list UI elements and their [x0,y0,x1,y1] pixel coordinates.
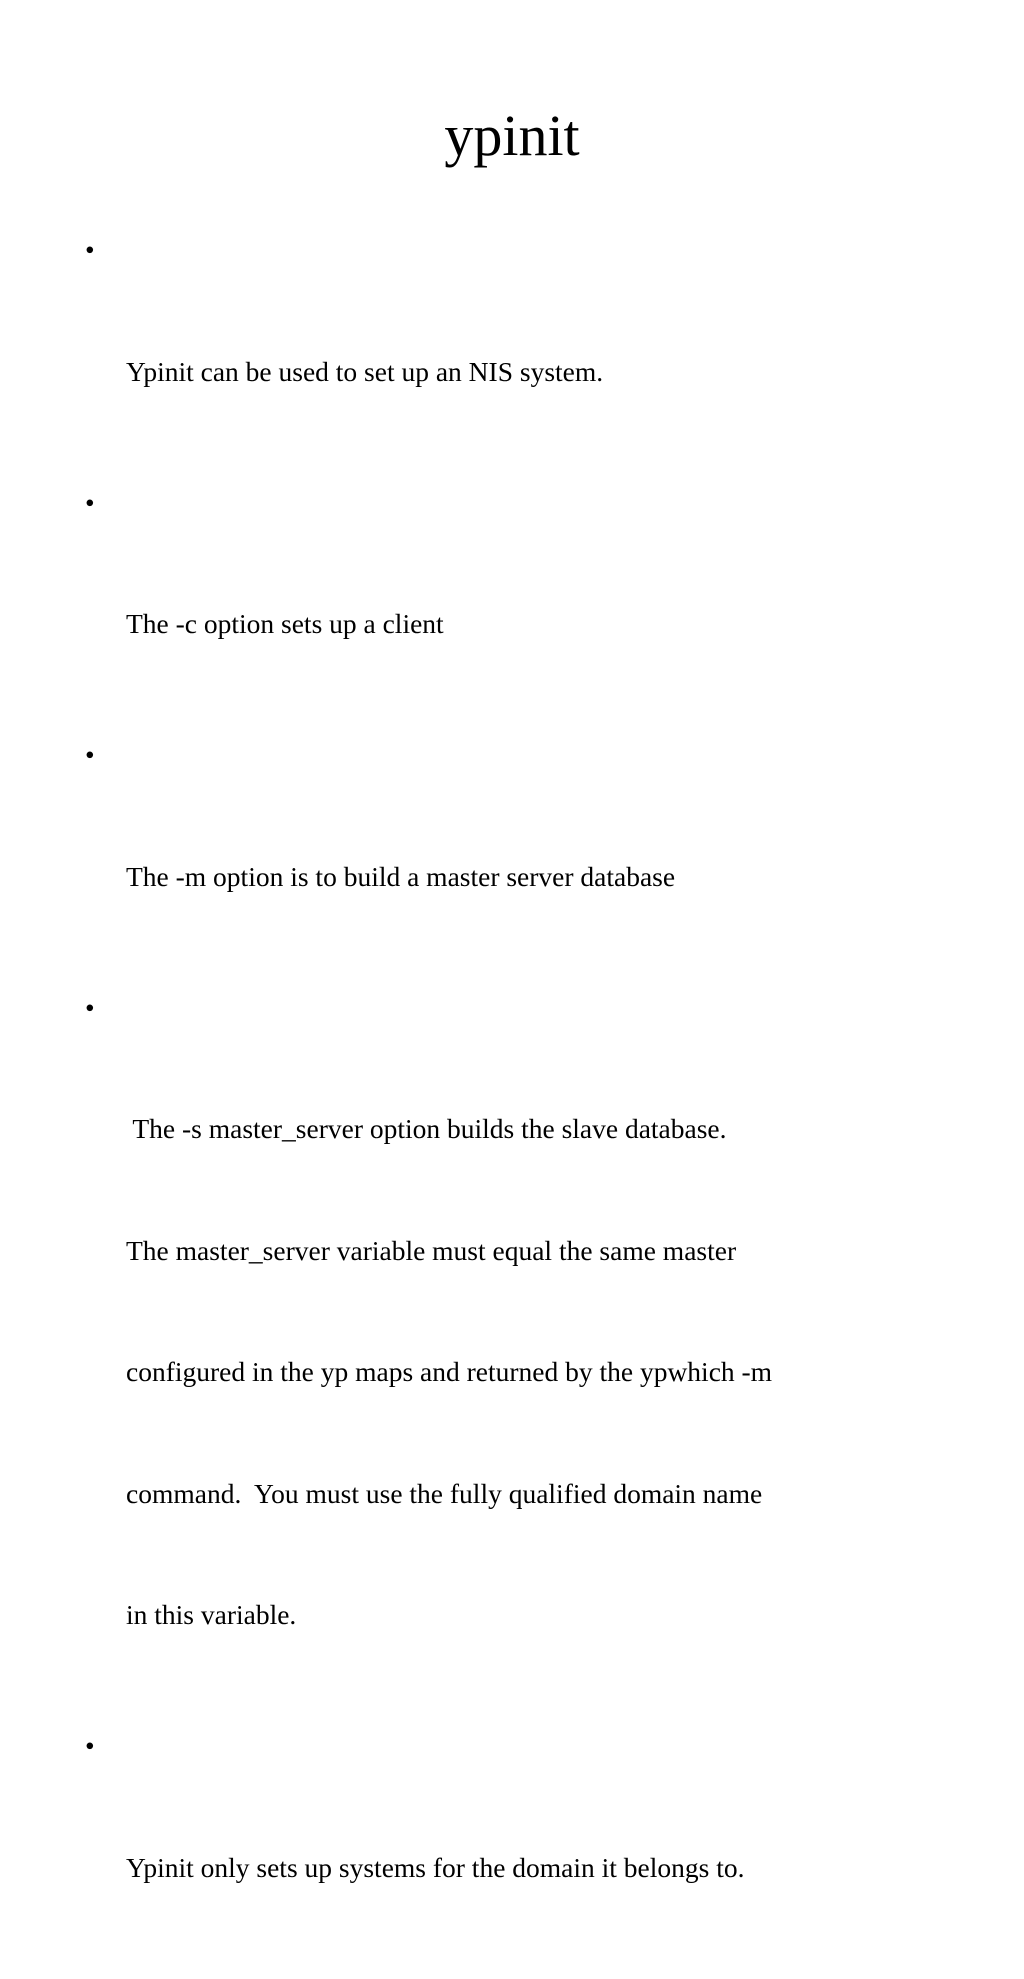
bullet-text-line: The master_server variable must equal the same master [126,1234,737,1266]
bullet-text-line: configured in the yp maps and returned by the ypwhich -m [126,1356,773,1387]
bullet-marker: • [85,486,95,518]
bullet-marker: • [85,991,95,1023]
bullet-text-line: in this variable. [126,1599,297,1630]
bullet-item [85,988,945,1717]
bullet-text-line: Ypinit only sets up systems for the domain it belongs to. [126,1851,745,1883]
bullet-item [85,230,945,473]
bullet-text-line: command. You must use the fully qualified domain name [126,1477,763,1509]
bullet-marker: • [85,1730,95,1761]
bullet-text-line: Ypinit can be used to set up an NIS system. [126,355,604,387]
bullet-text-line: The -s master_server option builds the slave database. [126,1113,727,1144]
bullet-item [85,735,945,978]
bullet-marker: • [85,739,95,770]
bullet-text-line: The -m option is to build a master server database [126,860,676,892]
bullet-list [85,230,945,1979]
bullet-item [85,1726,945,1969]
slide-title: ypinit [444,103,580,168]
bullet-marker: • [85,234,95,265]
bullet-item [85,483,945,726]
bullet-text-line: The -c option sets up a client [126,608,444,639]
